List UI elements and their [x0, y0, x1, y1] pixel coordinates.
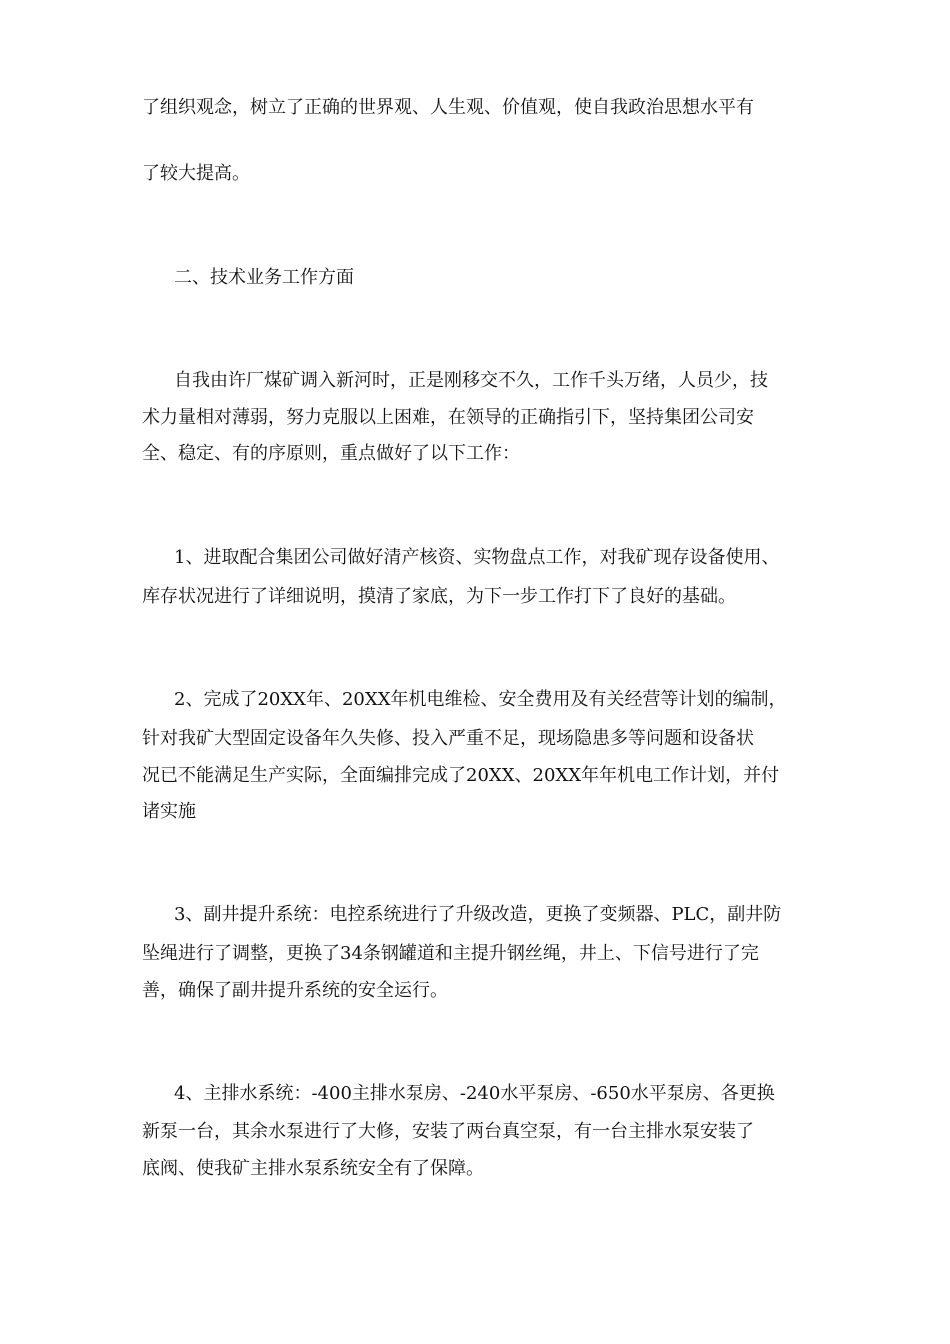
paragraph-line: 术力量相对薄弱，努力克服以上困难，在领导的正确指引下，坚持集团公司安	[142, 407, 754, 428]
paragraph-line: 全、稳定、有的序原则，重点做好了以下工作：	[142, 443, 520, 464]
paragraph-line: 了较大提高。	[142, 163, 250, 184]
paragraph-line: 3、副井提升系统：电控系统进行了升级改造，更换了变频器、PLC，副井防	[174, 904, 782, 925]
paragraph-line: 库存状况进行了详细说明，摸清了家底，为下一步工作打下了良好的基础。	[142, 586, 736, 607]
paragraph-line: 2、完成了20XX年、20XX年机电维检、安全费用及有关经营等计划的编制，	[174, 689, 787, 710]
section-heading: 二、技术业务工作方面	[174, 267, 354, 288]
paragraph-line: 坠绳进行了调整，更换了34条钢罐道和主提升钢丝绳，井上、下信号进行了完	[142, 943, 759, 964]
paragraph-line: 诸实施	[142, 801, 196, 822]
paragraph-line: 况已不能满足生产实际，全面编排完成了20XX、20XX年年机电工作计划，并付	[142, 765, 780, 786]
paragraph-line: 自我由许厂煤矿调入新河时，正是刚移交不久，工作千头万绪，人员少，技	[174, 370, 768, 391]
paragraph-line: 了组织观念，树立了正确的世界观、人生观、价值观，使自我政治思想水平有	[142, 97, 754, 118]
paragraph-line: 新泵一台，其余水泵进行了大修，安装了两台真空泵，有一台主排水泵安装了	[142, 1121, 754, 1142]
paragraph-line: 底阀、使我矿主排水泵系统安全有了保障。	[142, 1158, 484, 1179]
paragraph-line: 4、主排水系统：-400主排水泵房、-240水平泵房、-650水平泵房、各更换	[174, 1083, 775, 1104]
paragraph-line: 1、进取配合集团公司做好清产核资、实物盘点工作，对我矿现存设备使用、	[174, 547, 780, 568]
paragraph-line: 针对我矿大型固定设备年久失修、投入严重不足，现场隐患多等问题和设备状	[142, 728, 754, 749]
paragraph-line: 善，确保了副井提升系统的安全运行。	[142, 980, 448, 1001]
